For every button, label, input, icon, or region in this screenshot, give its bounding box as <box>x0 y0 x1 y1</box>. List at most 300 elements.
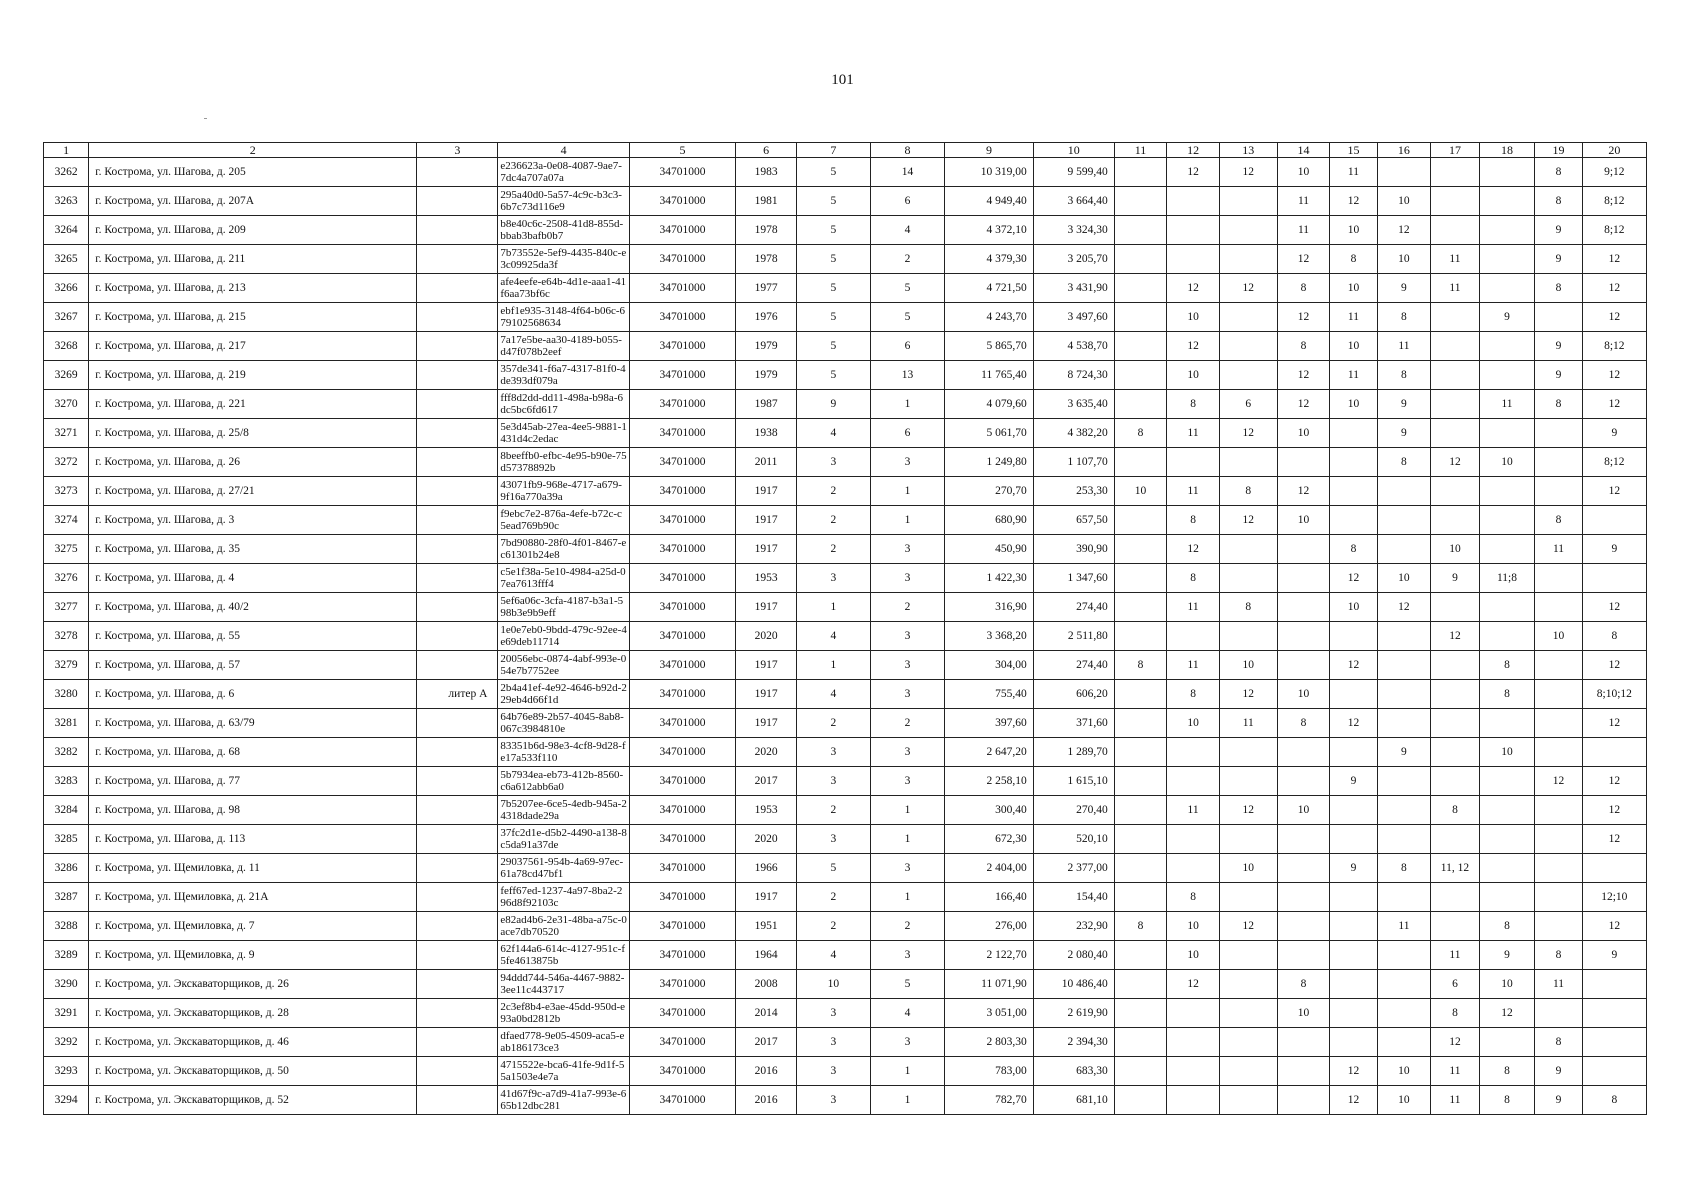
cell-guid: afe4eefe-e64b-4d1e-aaa1-41f6aa73bf6c <box>498 274 629 303</box>
cell-c11 <box>1114 622 1167 651</box>
cell-litera <box>417 448 498 477</box>
cell-c13 <box>1219 1028 1277 1057</box>
cell-living-area: 9 599,40 <box>1033 158 1114 187</box>
cell-year-built: 2020 <box>736 738 797 767</box>
cell-address: г. Кострома, ул. Шагова, д. 113 <box>89 825 417 854</box>
cell-year-built: 1964 <box>736 941 797 970</box>
cell-c14 <box>1277 912 1330 941</box>
cell-c19: 8 <box>1535 274 1582 303</box>
cell-floors: 2 <box>797 709 871 738</box>
cell-guid: f9ebc7e2-876a-4efe-b72c-c5ead769b90c <box>498 506 629 535</box>
cell-c15 <box>1330 477 1377 506</box>
cell-living-area: 3 324,30 <box>1033 216 1114 245</box>
cell-c11 <box>1114 854 1167 883</box>
cell-oktmo: 34701000 <box>629 970 735 999</box>
cell-c13 <box>1219 332 1277 361</box>
cell-c15 <box>1330 506 1377 535</box>
cell-guid: e236623a-0e08-4087-9ae7-7dc4a707a07a <box>498 158 629 187</box>
cell-floors: 4 <box>797 622 871 651</box>
cell-c19 <box>1535 912 1582 941</box>
cell-total-area: 1 422,30 <box>945 564 1033 593</box>
cell-living-area: 154,40 <box>1033 883 1114 912</box>
cell-living-area: 274,40 <box>1033 651 1114 680</box>
cell-total-area: 4 243,70 <box>945 303 1033 332</box>
cell-c15: 11 <box>1330 361 1377 390</box>
cell-c16 <box>1377 796 1431 825</box>
column-number-11: 11 <box>1114 143 1167 158</box>
cell-c15 <box>1330 999 1377 1028</box>
cell-c12: 10 <box>1167 709 1220 738</box>
cell-c19 <box>1535 999 1582 1028</box>
cell-c18 <box>1479 1028 1535 1057</box>
cell-c20 <box>1582 854 1646 883</box>
cell-c12 <box>1167 854 1220 883</box>
cell-total-area: 4 372,10 <box>945 216 1033 245</box>
cell-c17 <box>1431 506 1479 535</box>
cell-c19: 9 <box>1535 245 1582 274</box>
cell-c17: 9 <box>1431 564 1479 593</box>
cell-oktmo: 34701000 <box>629 999 735 1028</box>
cell-oktmo: 34701000 <box>629 158 735 187</box>
cell-c15 <box>1330 448 1377 477</box>
cell-guid: 7b73552e-5ef9-4435-840c-e3c09925da3f <box>498 245 629 274</box>
cell-oktmo: 34701000 <box>629 477 735 506</box>
cell-address: г. Кострома, ул. Шагова, д. 6 <box>89 680 417 709</box>
cell-c19 <box>1535 680 1582 709</box>
cell-guid: 37fc2d1e-d5b2-4490-a138-8c5da91a37de <box>498 825 629 854</box>
cell-row-number: 3275 <box>44 535 89 564</box>
cell-c13: 12 <box>1219 274 1277 303</box>
column-number-header <box>44 143 1647 158</box>
cell-c13 <box>1219 245 1277 274</box>
cell-c18 <box>1479 767 1535 796</box>
cell-total-area: 166,40 <box>945 883 1033 912</box>
cell-row-number: 3287 <box>44 883 89 912</box>
cell-c15: 12 <box>1330 709 1377 738</box>
table-row <box>44 448 1647 477</box>
cell-c16 <box>1377 883 1431 912</box>
cell-address: г. Кострома, ул. Шагова, д. 207А <box>89 187 417 216</box>
cell-c12 <box>1167 622 1220 651</box>
cell-c12: 12 <box>1167 535 1220 564</box>
cell-total-area: 276,00 <box>945 912 1033 941</box>
cell-c15: 10 <box>1330 390 1377 419</box>
cell-c13 <box>1219 535 1277 564</box>
cell-row-number: 3272 <box>44 448 89 477</box>
cell-c11 <box>1114 999 1167 1028</box>
table-row <box>44 332 1647 361</box>
cell-address: г. Кострома, ул. Шагова, д. 77 <box>89 767 417 796</box>
cell-address: г. Кострома, ул. Экскаваторщиков, д. 26 <box>89 970 417 999</box>
column-number-19: 19 <box>1535 143 1582 158</box>
cell-entrances: 6 <box>870 187 945 216</box>
cell-address: г. Кострома, ул. Экскаваторщиков, д. 50 <box>89 1057 417 1086</box>
cell-address: г. Кострома, ул. Шагова, д. 4 <box>89 564 417 593</box>
cell-c15: 10 <box>1330 593 1377 622</box>
cell-c15: 8 <box>1330 535 1377 564</box>
cell-c17 <box>1431 883 1479 912</box>
cell-c17 <box>1431 303 1479 332</box>
cell-c12: 11 <box>1167 593 1220 622</box>
cell-guid: 5e3d45ab-27ea-4ee5-9881-1431d4c2edac <box>498 419 629 448</box>
cell-litera <box>417 564 498 593</box>
cell-c13 <box>1219 738 1277 767</box>
table-row <box>44 506 1647 535</box>
cell-address: г. Кострома, ул. Шагова, д. 63/79 <box>89 709 417 738</box>
cell-c12 <box>1167 1057 1220 1086</box>
table-row <box>44 1028 1647 1057</box>
cell-guid: fff8d2dd-dd11-498a-b98a-6dc5bc6fd617 <box>498 390 629 419</box>
cell-floors: 2 <box>797 883 871 912</box>
cell-c19 <box>1535 303 1582 332</box>
cell-c20: 8;12 <box>1582 332 1646 361</box>
cell-c14: 8 <box>1277 274 1330 303</box>
table-row <box>44 970 1647 999</box>
cell-c11 <box>1114 883 1167 912</box>
cell-address: г. Кострома, ул. Щемиловка, д. 9 <box>89 941 417 970</box>
cell-oktmo: 34701000 <box>629 187 735 216</box>
cell-total-area: 2 122,70 <box>945 941 1033 970</box>
cell-c16 <box>1377 825 1431 854</box>
cell-year-built: 2014 <box>736 999 797 1028</box>
cell-total-area: 4 379,30 <box>945 245 1033 274</box>
cell-c17 <box>1431 738 1479 767</box>
table-row <box>44 303 1647 332</box>
cell-c19: 12 <box>1535 767 1582 796</box>
cell-c17: 11 <box>1431 1086 1479 1115</box>
cell-c14: 10 <box>1277 506 1330 535</box>
cell-total-area: 270,70 <box>945 477 1033 506</box>
cell-row-number: 3286 <box>44 854 89 883</box>
cell-guid: 62f144a6-614c-4127-951c-f5fe4613875b <box>498 941 629 970</box>
cell-c12: 8 <box>1167 883 1220 912</box>
cell-c14: 12 <box>1277 477 1330 506</box>
cell-c19 <box>1535 854 1582 883</box>
cell-year-built: 1978 <box>736 245 797 274</box>
cell-year-built: 1977 <box>736 274 797 303</box>
cell-c18 <box>1479 622 1535 651</box>
cell-oktmo: 34701000 <box>629 622 735 651</box>
column-number-17: 17 <box>1431 143 1479 158</box>
cell-total-area: 783,00 <box>945 1057 1033 1086</box>
cell-oktmo: 34701000 <box>629 825 735 854</box>
cell-c18 <box>1479 419 1535 448</box>
cell-c20: 9 <box>1582 535 1646 564</box>
cell-c17 <box>1431 709 1479 738</box>
cell-c19: 11 <box>1535 535 1582 564</box>
cell-c16: 9 <box>1377 274 1431 303</box>
cell-year-built: 1966 <box>736 854 797 883</box>
cell-floors: 5 <box>797 361 871 390</box>
cell-c14 <box>1277 1086 1330 1115</box>
cell-c13: 12 <box>1219 796 1277 825</box>
cell-c11 <box>1114 506 1167 535</box>
table-row <box>44 912 1647 941</box>
table-row <box>44 680 1647 709</box>
cell-c16: 8 <box>1377 361 1431 390</box>
cell-c16: 9 <box>1377 419 1431 448</box>
cell-oktmo: 34701000 <box>629 941 735 970</box>
cell-c18: 8 <box>1479 680 1535 709</box>
cell-total-area: 4 721,50 <box>945 274 1033 303</box>
cell-c11 <box>1114 680 1167 709</box>
cell-row-number: 3285 <box>44 825 89 854</box>
cell-c12: 12 <box>1167 970 1220 999</box>
cell-c12 <box>1167 1028 1220 1057</box>
cell-c13: 12 <box>1219 680 1277 709</box>
cell-floors: 3 <box>797 767 871 796</box>
cell-c18: 9 <box>1479 941 1535 970</box>
cell-litera <box>417 274 498 303</box>
cell-floors: 5 <box>797 332 871 361</box>
cell-c20: 12 <box>1582 245 1646 274</box>
column-number-7: 7 <box>797 143 871 158</box>
cell-c17: 12 <box>1431 448 1479 477</box>
cell-entrances: 1 <box>870 1086 945 1115</box>
cell-entrances: 5 <box>870 303 945 332</box>
cell-c18: 11 <box>1479 390 1535 419</box>
cell-c19 <box>1535 796 1582 825</box>
cell-address: г. Кострома, ул. Шагова, д. 217 <box>89 332 417 361</box>
cell-c11: 10 <box>1114 477 1167 506</box>
cell-c14 <box>1277 941 1330 970</box>
cell-living-area: 270,40 <box>1033 796 1114 825</box>
cell-living-area: 274,40 <box>1033 593 1114 622</box>
cell-c14 <box>1277 593 1330 622</box>
cell-c12: 12 <box>1167 332 1220 361</box>
cell-year-built: 1951 <box>736 912 797 941</box>
cell-c17 <box>1431 419 1479 448</box>
table-row <box>44 738 1647 767</box>
cell-c13: 12 <box>1219 506 1277 535</box>
cell-c19 <box>1535 477 1582 506</box>
cell-guid: 20056ebc-0874-4abf-993e-054e7b7752ee <box>498 651 629 680</box>
table-row <box>44 419 1647 448</box>
column-number-16: 16 <box>1377 143 1431 158</box>
cell-year-built: 1917 <box>736 477 797 506</box>
cell-floors: 3 <box>797 738 871 767</box>
cell-floors: 9 <box>797 390 871 419</box>
cell-entrances: 3 <box>870 535 945 564</box>
cell-c18: 9 <box>1479 303 1535 332</box>
cell-guid: 41d67f9c-a7d9-41a7-993e-665b12dbc281 <box>498 1086 629 1115</box>
cell-oktmo: 34701000 <box>629 883 735 912</box>
cell-litera <box>417 506 498 535</box>
cell-c16 <box>1377 767 1431 796</box>
cell-entrances: 1 <box>870 390 945 419</box>
cell-c14: 10 <box>1277 680 1330 709</box>
cell-guid: 7bd90880-28f0-4f01-8467-ec61301b24e8 <box>498 535 629 564</box>
cell-living-area: 1 107,70 <box>1033 448 1114 477</box>
cell-c20: 12 <box>1582 361 1646 390</box>
cell-floors: 4 <box>797 419 871 448</box>
cell-row-number: 3264 <box>44 216 89 245</box>
cell-row-number: 3292 <box>44 1028 89 1057</box>
table-row <box>44 158 1647 187</box>
cell-row-number: 3294 <box>44 1086 89 1115</box>
cell-c13: 12 <box>1219 419 1277 448</box>
cell-address: г. Кострома, ул. Экскаваторщиков, д. 46 <box>89 1028 417 1057</box>
cell-address: г. Кострома, ул. Шагова, д. 209 <box>89 216 417 245</box>
cell-litera <box>417 767 498 796</box>
cell-total-area: 1 249,80 <box>945 448 1033 477</box>
cell-row-number: 3269 <box>44 361 89 390</box>
cell-c13 <box>1219 999 1277 1028</box>
cell-row-number: 3293 <box>44 1057 89 1086</box>
cell-c16: 8 <box>1377 448 1431 477</box>
cell-living-area: 10 486,40 <box>1033 970 1114 999</box>
cell-entrances: 2 <box>870 912 945 941</box>
cell-c16 <box>1377 622 1431 651</box>
cell-c17: 11 <box>1431 1057 1479 1086</box>
cell-c16: 10 <box>1377 245 1431 274</box>
cell-c11 <box>1114 361 1167 390</box>
cell-c12: 8 <box>1167 680 1220 709</box>
cell-guid: 29037561-954b-4a69-97ec-61a78cd47bf1 <box>498 854 629 883</box>
cell-year-built: 2016 <box>736 1057 797 1086</box>
cell-year-built: 1917 <box>736 535 797 564</box>
cell-c16 <box>1377 999 1431 1028</box>
cell-c11 <box>1114 767 1167 796</box>
cell-c14 <box>1277 448 1330 477</box>
cell-c20: 12 <box>1582 796 1646 825</box>
cell-entrances: 6 <box>870 419 945 448</box>
cell-c19 <box>1535 564 1582 593</box>
cell-c16: 11 <box>1377 332 1431 361</box>
table-row <box>44 187 1647 216</box>
cell-entrances: 3 <box>870 854 945 883</box>
cell-living-area: 1 615,10 <box>1033 767 1114 796</box>
cell-c20: 8 <box>1582 622 1646 651</box>
cell-year-built: 1979 <box>736 361 797 390</box>
cell-litera <box>417 709 498 738</box>
cell-c14: 10 <box>1277 796 1330 825</box>
cell-c20 <box>1582 1028 1646 1057</box>
cell-entrances: 3 <box>870 941 945 970</box>
cell-row-number: 3270 <box>44 390 89 419</box>
cell-address: г. Кострома, ул. Шагова, д. 35 <box>89 535 417 564</box>
cell-c15 <box>1330 680 1377 709</box>
table-row <box>44 1086 1647 1115</box>
cell-c16 <box>1377 970 1431 999</box>
cell-c14 <box>1277 825 1330 854</box>
cell-c14: 12 <box>1277 390 1330 419</box>
cell-entrances: 2 <box>870 593 945 622</box>
cell-c12: 10 <box>1167 303 1220 332</box>
cell-guid: 5b7934ea-eb73-412b-8560-c6a612abb6a0 <box>498 767 629 796</box>
cell-c18 <box>1479 332 1535 361</box>
cell-entrances: 3 <box>870 738 945 767</box>
table-body <box>44 158 1647 1115</box>
cell-c16: 8 <box>1377 854 1431 883</box>
cell-living-area: 8 724,30 <box>1033 361 1114 390</box>
cell-c15: 12 <box>1330 651 1377 680</box>
cell-living-area: 390,90 <box>1033 535 1114 564</box>
cell-c11 <box>1114 825 1167 854</box>
cell-c13 <box>1219 1086 1277 1115</box>
cell-year-built: 1917 <box>736 506 797 535</box>
cell-c12: 8 <box>1167 390 1220 419</box>
cell-total-area: 680,90 <box>945 506 1033 535</box>
cell-c11 <box>1114 709 1167 738</box>
cell-row-number: 3274 <box>44 506 89 535</box>
cell-c16: 11 <box>1377 912 1431 941</box>
cell-c20: 9 <box>1582 941 1646 970</box>
cell-c15 <box>1330 738 1377 767</box>
cell-floors: 5 <box>797 854 871 883</box>
cell-entrances: 13 <box>870 361 945 390</box>
cell-c16: 12 <box>1377 593 1431 622</box>
cell-c14: 11 <box>1277 187 1330 216</box>
cell-c15 <box>1330 912 1377 941</box>
cell-c11 <box>1114 216 1167 245</box>
cell-c18 <box>1479 506 1535 535</box>
cell-c17 <box>1431 332 1479 361</box>
cell-row-number: 3278 <box>44 622 89 651</box>
cell-total-area: 304,00 <box>945 651 1033 680</box>
cell-year-built: 2016 <box>736 1086 797 1115</box>
cell-c16: 10 <box>1377 1086 1431 1115</box>
cell-floors: 5 <box>797 245 871 274</box>
cell-c13: 11 <box>1219 709 1277 738</box>
cell-year-built: 2017 <box>736 767 797 796</box>
cell-c13: 10 <box>1219 854 1277 883</box>
cell-c18 <box>1479 883 1535 912</box>
cell-c17 <box>1431 651 1479 680</box>
cell-year-built: 2011 <box>736 448 797 477</box>
cell-entrances: 4 <box>870 999 945 1028</box>
cell-c12 <box>1167 999 1220 1028</box>
cell-row-number: 3267 <box>44 303 89 332</box>
cell-litera <box>417 999 498 1028</box>
cell-total-area: 11 765,40 <box>945 361 1033 390</box>
cell-address: г. Кострома, ул. Шагова, д. 26 <box>89 448 417 477</box>
cell-entrances: 14 <box>870 158 945 187</box>
cell-guid: 5ef6a06c-3cfa-4187-b3a1-598b3e9b9eff <box>498 593 629 622</box>
column-number-5: 5 <box>629 143 735 158</box>
cell-c20: 8;12 <box>1582 216 1646 245</box>
cell-c18: 12 <box>1479 999 1535 1028</box>
cell-oktmo: 34701000 <box>629 332 735 361</box>
cell-litera <box>417 187 498 216</box>
cell-living-area: 3 664,40 <box>1033 187 1114 216</box>
cell-c18 <box>1479 187 1535 216</box>
cell-guid: 94ddd744-546a-4467-9882-3ee11c443717 <box>498 970 629 999</box>
cell-guid: 295a40d0-5a57-4c9c-b3c3-6b7c73d116e9 <box>498 187 629 216</box>
cell-c11: 8 <box>1114 651 1167 680</box>
cell-c20: 12 <box>1582 709 1646 738</box>
scan-speck <box>204 118 207 119</box>
cell-c19 <box>1535 419 1582 448</box>
cell-c15: 12 <box>1330 1057 1377 1086</box>
cell-c15: 9 <box>1330 767 1377 796</box>
cell-c16: 10 <box>1377 187 1431 216</box>
cell-litera <box>417 158 498 187</box>
cell-c17 <box>1431 187 1479 216</box>
cell-c16: 8 <box>1377 303 1431 332</box>
cell-floors: 3 <box>797 1057 871 1086</box>
cell-c17 <box>1431 477 1479 506</box>
column-number-18: 18 <box>1479 143 1535 158</box>
cell-c20: 12 <box>1582 477 1646 506</box>
cell-c20 <box>1582 564 1646 593</box>
cell-address: г. Кострома, ул. Экскаваторщиков, д. 28 <box>89 999 417 1028</box>
cell-litera <box>417 883 498 912</box>
cell-entrances: 5 <box>870 274 945 303</box>
cell-c12: 8 <box>1167 506 1220 535</box>
cell-entrances: 2 <box>870 245 945 274</box>
cell-c17 <box>1431 825 1479 854</box>
